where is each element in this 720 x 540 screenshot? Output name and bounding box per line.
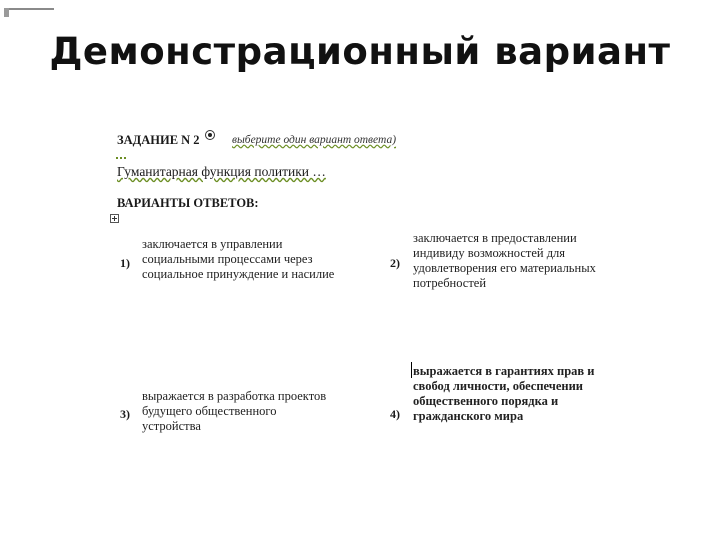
task-label bbox=[117, 133, 200, 148]
corner-mark bbox=[2, 6, 54, 16]
spellcheck-mark bbox=[116, 153, 126, 159]
option-1-number: 1) bbox=[120, 256, 130, 270]
option-3-text[interactable]: выражается в разработка проектов будущего общественного устройства bbox=[142, 389, 327, 433]
option-2-text[interactable]: заключается в предоставлении индивиду возможностей для удовлетворения его материальных потребностей bbox=[413, 231, 596, 290]
option-3-number: 3) bbox=[120, 407, 130, 421]
option-2-number: 2) bbox=[390, 256, 400, 270]
task-hint: выберите один вариант ответа) bbox=[232, 134, 397, 146]
task-number: ЗАДАНИЕ N 2 bbox=[117, 133, 200, 147]
slide-title: Демонстрационный вариант bbox=[49, 30, 671, 73]
answers-heading: ВАРИАНТЫ ОТВЕТОВ: bbox=[117, 196, 259, 210]
corner-stub bbox=[4, 8, 9, 17]
expand-plus-icon[interactable] bbox=[110, 214, 119, 223]
option-1-text[interactable]: заключается в управлении социальными процессами через социальное принуждение и насилие bbox=[142, 237, 335, 281]
option-4-text[interactable]: выражается в гарантиях прав и свобод личности, обеспечении общественного порядка и гражданского мира bbox=[413, 364, 595, 423]
text-cursor bbox=[411, 362, 412, 378]
question-text: Гуманитарная функция политики … bbox=[117, 164, 326, 179]
corner-bar bbox=[6, 8, 54, 10]
option-4-number: 4) bbox=[390, 407, 400, 421]
radio-button-icon[interactable] bbox=[205, 130, 215, 140]
